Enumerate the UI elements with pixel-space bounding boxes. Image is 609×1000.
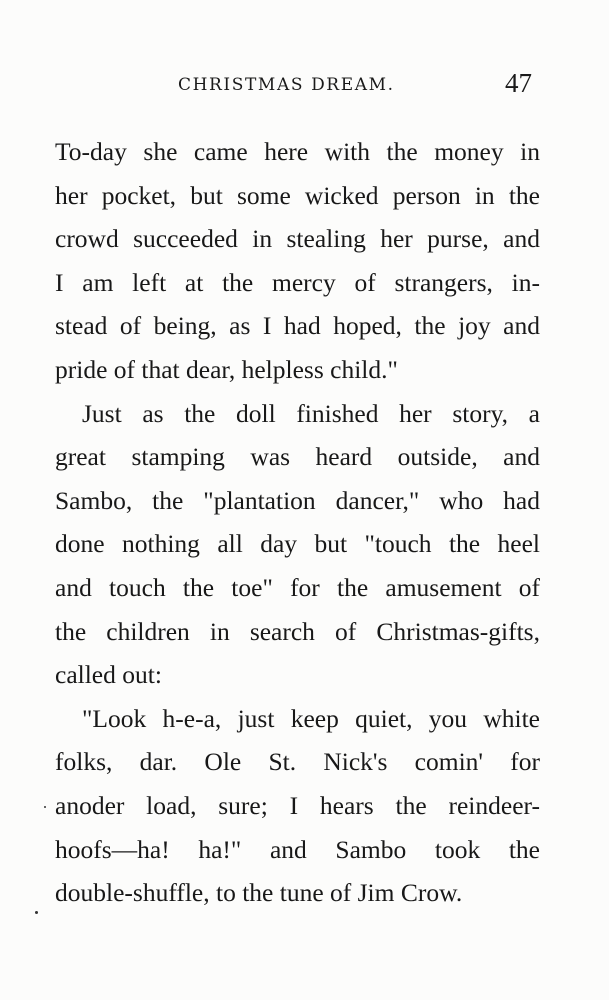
ink-speck	[35, 911, 38, 914]
text-line: hoofs—ha! ha!" and Sambo took the	[55, 834, 540, 864]
text-line: pride of that dear, helpless child."	[55, 354, 398, 384]
ink-speck	[44, 806, 46, 808]
text-line: double-shuffle, to the tune of Jim Crow.	[55, 878, 463, 908]
text-line: her pocket, but some wicked person in the	[55, 180, 540, 210]
text-line: To-day she came here with the money in	[55, 137, 540, 166]
page-number: 47	[505, 68, 532, 98]
text-line: done nothing all day but "touch the heel	[55, 529, 540, 559]
text-line: Sambo, the "plantation dancer," who had	[55, 485, 540, 515]
text-line: "Look h-e-a, just keep quiet, you white	[82, 703, 540, 733]
paragraph	[55, 697, 540, 915]
text-line: anoder load, sure; I hears the reindeer-	[55, 790, 540, 820]
text-line: great stamping was heard outside, and	[55, 442, 540, 472]
text-line: folks, dar. Ole St. Nick's comin' for	[55, 747, 540, 777]
text-line: called out:	[55, 660, 162, 690]
text-line: I am left at the mercy of strangers, in-	[55, 267, 540, 297]
body-text	[55, 130, 540, 915]
text-line: stead of being, as I had hoped, the joy and	[55, 311, 540, 341]
text-line: and touch the toe" for the amusement of	[55, 572, 540, 602]
paragraph	[55, 392, 540, 697]
text-line: Just as the doll finished her story, a	[82, 398, 540, 428]
running-title: CHRISTMAS DREAM.	[178, 75, 395, 95]
text-line: crowd succeeded in stealing her purse, and	[55, 224, 540, 254]
text-line: the children in search of Christmas-gifts,	[55, 616, 540, 646]
paragraph	[55, 130, 540, 392]
